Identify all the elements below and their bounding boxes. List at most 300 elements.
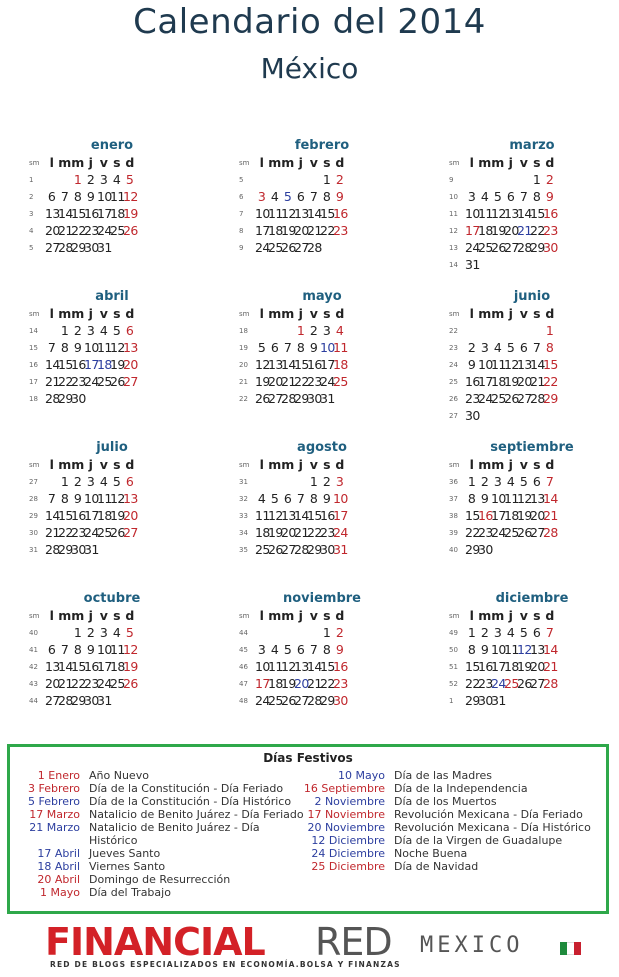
day-cell: 11: [110, 642, 125, 657]
week-row: [29, 658, 179, 675]
day-cell: 15: [58, 357, 73, 372]
week-label: sm: [29, 460, 40, 469]
holiday-entry: [20, 860, 308, 873]
day-cell: 16: [333, 659, 348, 674]
day-cell: 31: [97, 693, 112, 708]
day-cell: 20: [45, 676, 60, 691]
weekday-label: l: [469, 155, 474, 170]
weekday-label: m: [491, 457, 504, 472]
day-cell: 6: [296, 642, 305, 657]
day-cell: 28: [517, 240, 532, 255]
weekday-label: l: [469, 457, 474, 472]
day-cell: 25: [97, 374, 112, 389]
holiday-name: Día de los Muertos: [394, 795, 497, 808]
day-cell: 29: [530, 240, 545, 255]
day-cell: 17: [84, 357, 99, 372]
weekday-label: m: [58, 306, 71, 321]
day-cell: 16: [307, 357, 322, 372]
day-cell: 23: [333, 676, 348, 691]
holiday-date: 16 Septiembre: [303, 782, 385, 795]
day-cell: 9: [480, 642, 489, 657]
week-number: 9: [449, 175, 454, 184]
day-cell: 9: [480, 491, 489, 506]
day-cell: 28: [45, 542, 60, 557]
day-cell: 20: [530, 508, 545, 523]
day-cell: 7: [309, 642, 318, 657]
day-cell: 24: [97, 223, 112, 238]
week-number: 23: [449, 343, 458, 352]
week-row: [449, 524, 599, 541]
weekday-label: m: [281, 457, 294, 472]
day-cell: 4: [257, 491, 266, 506]
day-cell: 26: [110, 374, 125, 389]
weekday-label: d: [335, 457, 344, 472]
week-number: 4: [29, 226, 34, 235]
day-cell: 8: [73, 189, 82, 204]
weekday-label: j: [88, 457, 93, 472]
week-number: 27: [449, 411, 458, 420]
weekday-label: v: [519, 155, 528, 170]
day-cell: 18: [97, 508, 112, 523]
day-cell: 28: [543, 676, 558, 691]
day-cell: 13: [517, 357, 532, 372]
weekday-label: m: [268, 306, 281, 321]
day-cell: 27: [294, 693, 309, 708]
day-cell: 17: [97, 659, 112, 674]
day-cell: 14: [281, 357, 296, 372]
holiday-entry: [301, 769, 606, 782]
weekday-label: s: [533, 608, 540, 623]
holiday-entry: [301, 795, 606, 808]
day-cell: 3: [493, 625, 502, 640]
day-cell: 4: [506, 474, 515, 489]
weekday-label: d: [545, 608, 554, 623]
week-number: 29: [29, 511, 38, 520]
day-cell: 15: [307, 508, 322, 523]
day-cell: 4: [270, 642, 279, 657]
week-row: [239, 658, 389, 675]
week-number: 2: [29, 192, 34, 201]
week-row: [449, 390, 599, 407]
day-cell: 17: [478, 374, 493, 389]
week-row: [449, 239, 599, 256]
holiday-date: 5 Febrero: [27, 795, 80, 808]
week-row: [29, 641, 179, 658]
week-number: 30: [29, 528, 38, 537]
day-cell: 7: [296, 491, 305, 506]
week-row: [239, 205, 389, 222]
day-cell: 25: [504, 525, 519, 540]
day-cell: 26: [255, 391, 270, 406]
day-cell: 1: [296, 323, 305, 338]
day-cell: 19: [268, 525, 283, 540]
weekday-label: j: [298, 608, 303, 623]
day-cell: 15: [465, 508, 480, 523]
holiday-entry: [20, 769, 308, 782]
weekday-label: m: [58, 608, 71, 623]
day-cell: 3: [480, 340, 489, 355]
day-cell: 27: [530, 676, 545, 691]
day-cell: 9: [86, 642, 95, 657]
weekday-label: d: [545, 306, 554, 321]
day-cell: 21: [307, 676, 322, 691]
day-cell: 18: [268, 223, 283, 238]
day-cell: 12: [123, 642, 138, 657]
month-julio: [29, 440, 179, 558]
day-cell: 22: [320, 676, 335, 691]
day-cell: 27: [294, 240, 309, 255]
day-cell: 11: [333, 340, 348, 355]
day-cell: 26: [504, 391, 519, 406]
weekday-label: m: [478, 608, 491, 623]
day-cell: 14: [543, 642, 558, 657]
week-row: [449, 407, 599, 424]
month-mayo: [239, 289, 389, 407]
day-cell: 16: [84, 206, 99, 221]
day-cell: 16: [84, 659, 99, 674]
week-number: 41: [29, 645, 38, 654]
day-cell: 3: [257, 189, 266, 204]
holidays-title: Días Festivos: [263, 751, 353, 765]
day-cell: 15: [530, 206, 545, 221]
day-cell: 24: [491, 525, 506, 540]
day-cell: 18: [333, 357, 348, 372]
week-row: [29, 524, 179, 541]
month-octubre: [29, 591, 179, 709]
weekday-label: m: [478, 155, 491, 170]
day-cell: 12: [268, 508, 283, 523]
week-number: 22: [449, 326, 458, 335]
day-cell: 25: [255, 542, 270, 557]
week-number: 49: [449, 628, 458, 637]
day-cell: 6: [506, 189, 515, 204]
day-cell: 14: [543, 491, 558, 506]
week-row: [239, 222, 389, 239]
day-cell: 7: [532, 340, 541, 355]
day-cell: 25: [333, 374, 348, 389]
day-cell: 26: [281, 693, 296, 708]
day-cell: 19: [255, 374, 270, 389]
day-cell: 23: [71, 525, 86, 540]
day-cell: 23: [84, 676, 99, 691]
day-cell: 20: [294, 223, 309, 238]
week-number: 46: [239, 662, 248, 671]
week-number: 36: [449, 477, 458, 486]
week-number: 40: [449, 545, 458, 554]
day-cell: 16: [543, 206, 558, 221]
day-cell: 23: [307, 374, 322, 389]
day-cell: 13: [294, 659, 309, 674]
weekday-label: v: [99, 306, 108, 321]
week-row: [29, 188, 179, 205]
weekday-header: [239, 607, 389, 624]
week-number: 42: [29, 662, 38, 671]
week-row: [29, 473, 179, 490]
day-cell: 28: [294, 542, 309, 557]
day-cell: 6: [270, 340, 279, 355]
day-cell: 12: [517, 491, 532, 506]
day-cell: 5: [506, 340, 515, 355]
week-row: [29, 373, 179, 390]
weekday-label: s: [533, 306, 540, 321]
day-cell: 13: [45, 659, 60, 674]
day-cell: 11: [491, 357, 506, 372]
week-row: [239, 188, 389, 205]
weekday-label: j: [508, 457, 513, 472]
month-agosto: [239, 440, 389, 558]
day-cell: 5: [125, 172, 134, 187]
holiday-date: 2 Noviembre: [314, 795, 385, 808]
day-cell: 11: [255, 508, 270, 523]
day-cell: 3: [467, 189, 476, 204]
weekday-label: l: [469, 608, 474, 623]
day-cell: 6: [47, 642, 56, 657]
weekday-label: j: [298, 155, 303, 170]
holiday-name: Noche Buena: [394, 847, 468, 860]
weekday-label: s: [113, 155, 120, 170]
day-cell: 9: [335, 642, 344, 657]
day-cell: 5: [270, 491, 279, 506]
week-label: sm: [449, 158, 460, 167]
day-cell: 11: [478, 206, 493, 221]
holiday-name: Día del Trabajo: [89, 886, 171, 899]
day-cell: 1: [322, 625, 331, 640]
day-cell: 5: [519, 625, 528, 640]
day-cell: 14: [307, 206, 322, 221]
day-cell: 18: [504, 508, 519, 523]
weekday-header: [29, 456, 179, 473]
day-cell: 13: [294, 206, 309, 221]
day-cell: 20: [504, 223, 519, 238]
day-cell: 25: [504, 676, 519, 691]
day-cell: 27: [45, 240, 60, 255]
day-cell: 31: [320, 391, 335, 406]
holiday-name: Natalicio de Benito Juárez - Día Histórico: [89, 821, 260, 847]
week-number: 1: [449, 696, 454, 705]
day-cell: 9: [467, 357, 476, 372]
day-cell: 25: [268, 240, 283, 255]
holiday-date: 10 Mayo: [338, 769, 385, 782]
day-cell: 4: [112, 172, 121, 187]
weekday-label: j: [508, 608, 513, 623]
day-cell: 22: [320, 223, 335, 238]
weekday-header: [29, 607, 179, 624]
month-enero: [29, 138, 179, 256]
day-cell: 19: [281, 676, 296, 691]
day-cell: 16: [478, 508, 493, 523]
day-cell: 14: [307, 659, 322, 674]
day-cell: 24: [255, 693, 270, 708]
weekday-label: m: [281, 608, 294, 623]
day-cell: 19: [123, 206, 138, 221]
holiday-entry: [20, 847, 308, 860]
day-cell: 22: [71, 676, 86, 691]
day-cell: 13: [45, 206, 60, 221]
week-row: [449, 541, 599, 558]
weekday-label: s: [113, 608, 120, 623]
holiday-date: 20 Abril: [37, 873, 80, 886]
day-cell: 16: [465, 374, 480, 389]
day-cell: 22: [465, 525, 480, 540]
month-name: junio: [513, 289, 551, 304]
holiday-name: Revolución Mexicana - Día Feriado: [394, 808, 583, 821]
week-row: [29, 507, 179, 524]
day-cell: 10: [478, 357, 493, 372]
day-cell: 5: [112, 323, 121, 338]
week-number: 31: [29, 545, 38, 554]
week-number: 26: [449, 394, 458, 403]
day-cell: 15: [71, 206, 86, 221]
mexico-flag-icon: [560, 942, 581, 955]
week-number: 44: [29, 696, 38, 705]
day-cell: 24: [84, 525, 99, 540]
day-cell: 29: [465, 693, 480, 708]
day-cell: 19: [504, 374, 519, 389]
holiday-name: Año Nuevo: [89, 769, 149, 782]
day-cell: 24: [255, 240, 270, 255]
day-cell: 10: [97, 642, 112, 657]
month-name: febrero: [294, 138, 350, 153]
weekday-label: m: [268, 457, 281, 472]
day-cell: 19: [491, 223, 506, 238]
holiday-entry: [20, 808, 308, 821]
week-row: [239, 692, 389, 709]
holiday-name: Día de la Constitución - Día Histórico: [89, 795, 292, 808]
day-cell: 14: [294, 508, 309, 523]
page-subtitle: México: [260, 52, 359, 85]
day-cell: 25: [491, 391, 506, 406]
month-name: noviembre: [282, 591, 361, 606]
week-row: [449, 205, 599, 222]
day-cell: 9: [309, 340, 318, 355]
day-cell: 28: [58, 240, 73, 255]
day-cell: 4: [506, 625, 515, 640]
weekday-header: [29, 305, 179, 322]
day-cell: 13: [268, 357, 283, 372]
day-cell: 22: [543, 374, 558, 389]
month-diciembre: [449, 591, 599, 709]
day-cell: 16: [333, 206, 348, 221]
day-cell: 27: [504, 240, 519, 255]
week-row: [449, 222, 599, 239]
week-number: 5: [239, 175, 244, 184]
week-number: 20: [239, 360, 248, 369]
week-row: [239, 507, 389, 524]
weekday-label: s: [533, 457, 540, 472]
weekday-label: m: [71, 155, 84, 170]
day-cell: 31: [333, 542, 348, 557]
week-row: [29, 239, 179, 256]
day-cell: 16: [320, 508, 335, 523]
day-cell: 2: [480, 474, 489, 489]
weekday-label: v: [309, 155, 318, 170]
day-cell: 27: [517, 391, 532, 406]
holiday-entry: [20, 873, 308, 886]
weekday-label: l: [259, 155, 264, 170]
day-cell: 27: [281, 542, 296, 557]
day-cell: 4: [335, 323, 344, 338]
week-row: [29, 624, 179, 641]
holiday-entry: [301, 834, 606, 847]
holiday-name: Domingo de Resurrección: [89, 873, 231, 886]
day-cell: 14: [530, 357, 545, 372]
day-cell: 17: [333, 508, 348, 523]
day-cell: 10: [333, 491, 348, 506]
day-cell: 18: [478, 223, 493, 238]
weekday-label: m: [491, 155, 504, 170]
day-cell: 11: [504, 642, 519, 657]
week-label: sm: [29, 611, 40, 620]
week-row: [239, 339, 389, 356]
week-number: 33: [239, 511, 248, 520]
week-number: 22: [239, 394, 248, 403]
week-row: [449, 256, 599, 273]
day-cell: 6: [532, 474, 541, 489]
day-cell: 5: [283, 189, 292, 204]
holiday-entry: [301, 847, 606, 860]
day-cell: 7: [309, 189, 318, 204]
holiday-date: 1 Enero: [37, 769, 80, 782]
weekday-label: l: [49, 457, 54, 472]
day-cell: 30: [71, 542, 86, 557]
day-cell: 4: [480, 189, 489, 204]
day-cell: 8: [532, 189, 541, 204]
week-number: 11: [449, 209, 458, 218]
day-cell: 2: [86, 172, 95, 187]
week-number: 31: [239, 477, 248, 486]
weekday-label: m: [58, 457, 71, 472]
day-cell: 22: [58, 525, 73, 540]
day-cell: 30: [333, 693, 348, 708]
day-cell: 21: [530, 374, 545, 389]
week-number: 6: [239, 192, 244, 201]
day-cell: 18: [504, 659, 519, 674]
day-cell: 3: [493, 474, 502, 489]
day-cell: 21: [517, 223, 532, 238]
day-cell: 1: [73, 625, 82, 640]
day-cell: 9: [335, 189, 344, 204]
weekday-label: l: [49, 608, 54, 623]
weekday-label: v: [309, 306, 318, 321]
day-cell: 29: [307, 542, 322, 557]
holiday-date: 1 Mayo: [40, 886, 80, 899]
day-cell: 4: [112, 625, 121, 640]
day-cell: 22: [58, 374, 73, 389]
brand-part-2: RED: [315, 920, 392, 964]
day-cell: 28: [307, 240, 322, 255]
weekday-label: v: [519, 306, 528, 321]
day-cell: 26: [491, 240, 506, 255]
day-cell: 18: [110, 206, 125, 221]
day-cell: 30: [84, 693, 99, 708]
day-cell: 11: [268, 659, 283, 674]
week-row: [29, 322, 179, 339]
week-number: 7: [239, 209, 244, 218]
day-cell: 30: [84, 240, 99, 255]
week-row: [239, 641, 389, 658]
weekday-label: s: [533, 155, 540, 170]
day-cell: 10: [84, 340, 99, 355]
day-cell: 10: [320, 340, 335, 355]
week-number: 51: [449, 662, 458, 671]
day-cell: 17: [255, 223, 270, 238]
week-number: 3: [29, 209, 34, 218]
day-cell: 30: [478, 542, 493, 557]
day-cell: 27: [268, 391, 283, 406]
day-cell: 14: [45, 508, 60, 523]
holiday-date: 24 Diciembre: [311, 847, 385, 860]
day-cell: 8: [60, 491, 69, 506]
